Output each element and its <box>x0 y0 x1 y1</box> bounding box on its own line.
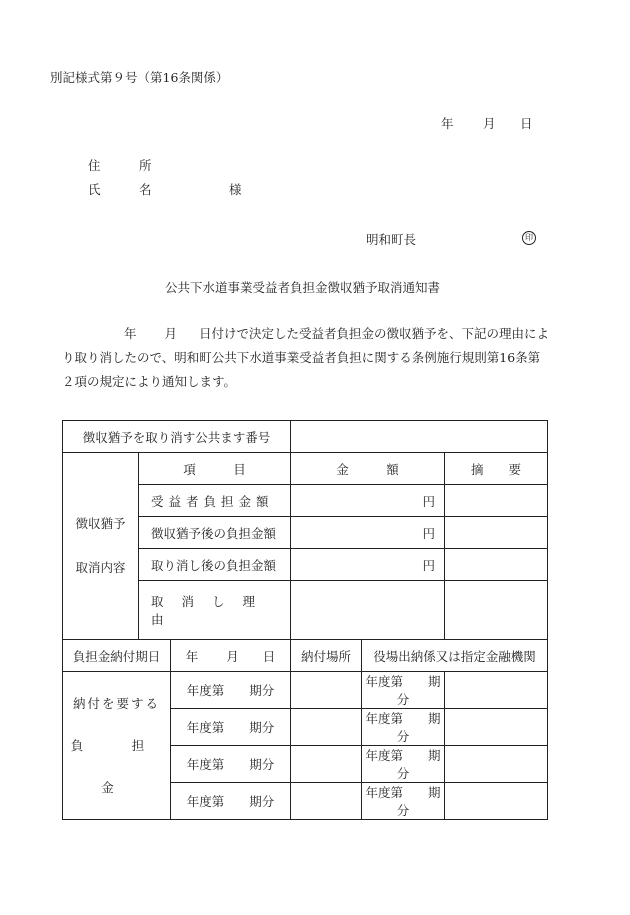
period-label: 年度第 期分 <box>171 783 291 820</box>
section-label-1: 徴収猶予 <box>75 516 126 531</box>
period-label: 年度第 期分 <box>362 709 445 746</box>
reason-value <box>291 581 445 640</box>
item-label: 徴収猶予後の負担金額 <box>139 517 291 549</box>
period-label: 年度第 期分 <box>171 672 291 709</box>
document-title: 公共下水道事業受益者負担金徴収猶予取消通知書 <box>165 280 441 295</box>
date-year: 年 <box>441 116 454 131</box>
place-value: 役場出納係又は指定金融機関 <box>362 640 548 672</box>
place-label: 納付場所 <box>291 640 362 672</box>
period-value <box>291 709 362 746</box>
body-text: 日付けで決定した受益者負担金の徴収猶予を、下記の理由により取り消したので、明和町公共下水道事業受益者負担に関する条例施行規則第16条第２項の規定により通知します。 <box>62 326 550 389</box>
due-date-label: 負担金納付期日 <box>63 640 171 672</box>
period-label: 年度第 期分 <box>362 746 445 783</box>
notice-table <box>62 420 548 820</box>
item-label: 取り消し後の負担金額 <box>139 549 291 581</box>
col-header-remarks: 摘 要 <box>445 453 548 485</box>
col-header-amount: 金 額 <box>291 453 445 485</box>
period-label: 年度第 期分 <box>362 783 445 820</box>
required-label-2: 負 担 金 <box>70 737 193 795</box>
seal-mark: 印 <box>522 231 536 245</box>
period-label: 年度第 期分 <box>171 746 291 783</box>
period-label: 年度第 期分 <box>171 709 291 746</box>
period-value <box>291 672 362 709</box>
item-remarks <box>445 549 548 581</box>
cancel-box-number-label: 徴収猶予を取り消す公共ます番号 <box>63 421 291 453</box>
required-payment-label <box>63 672 193 820</box>
period-value <box>291 746 362 783</box>
period-value <box>291 783 362 820</box>
due-day: 日 <box>262 648 276 664</box>
honorific: 様 <box>229 182 242 197</box>
required-label-1: 納付を要する <box>72 695 160 711</box>
period-label: 年度第 期分 <box>362 672 445 709</box>
table-row <box>63 453 548 485</box>
address-label: 住 所 <box>88 158 165 173</box>
date-month: 月 <box>483 116 496 131</box>
period-value <box>445 672 548 709</box>
reason-remarks <box>445 581 548 640</box>
body-month: 月 <box>164 326 178 341</box>
due-year: 年 <box>185 648 199 664</box>
col-header-item: 項 目 <box>139 453 291 485</box>
sender-title: 明和町長 <box>366 232 417 247</box>
due-date-value <box>171 640 291 672</box>
item-remarks <box>445 517 548 549</box>
body-year: 年 <box>124 326 137 341</box>
section-label-2: 取消内容 <box>75 560 126 575</box>
cancel-box-number-value <box>291 421 548 453</box>
section-label <box>63 453 139 640</box>
date-day: 日 <box>520 116 533 131</box>
table-row <box>63 421 548 453</box>
due-month: 月 <box>226 648 239 664</box>
table-row <box>63 672 548 709</box>
item-unit: 円 <box>291 485 445 517</box>
item-unit: 円 <box>291 517 445 549</box>
period-value <box>445 709 548 746</box>
period-value <box>445 783 548 820</box>
body-paragraph <box>62 322 552 394</box>
table-row <box>63 640 548 672</box>
item-unit: 円 <box>291 549 445 581</box>
name-label: 氏 名 <box>88 182 165 197</box>
period-value <box>445 746 548 783</box>
item-label: 受益者負担金額 <box>139 485 291 517</box>
form-number: 別記様式第９号（第16条関係） <box>50 70 229 85</box>
item-remarks <box>445 485 548 517</box>
reason-label: 取消し理由 <box>139 581 291 640</box>
